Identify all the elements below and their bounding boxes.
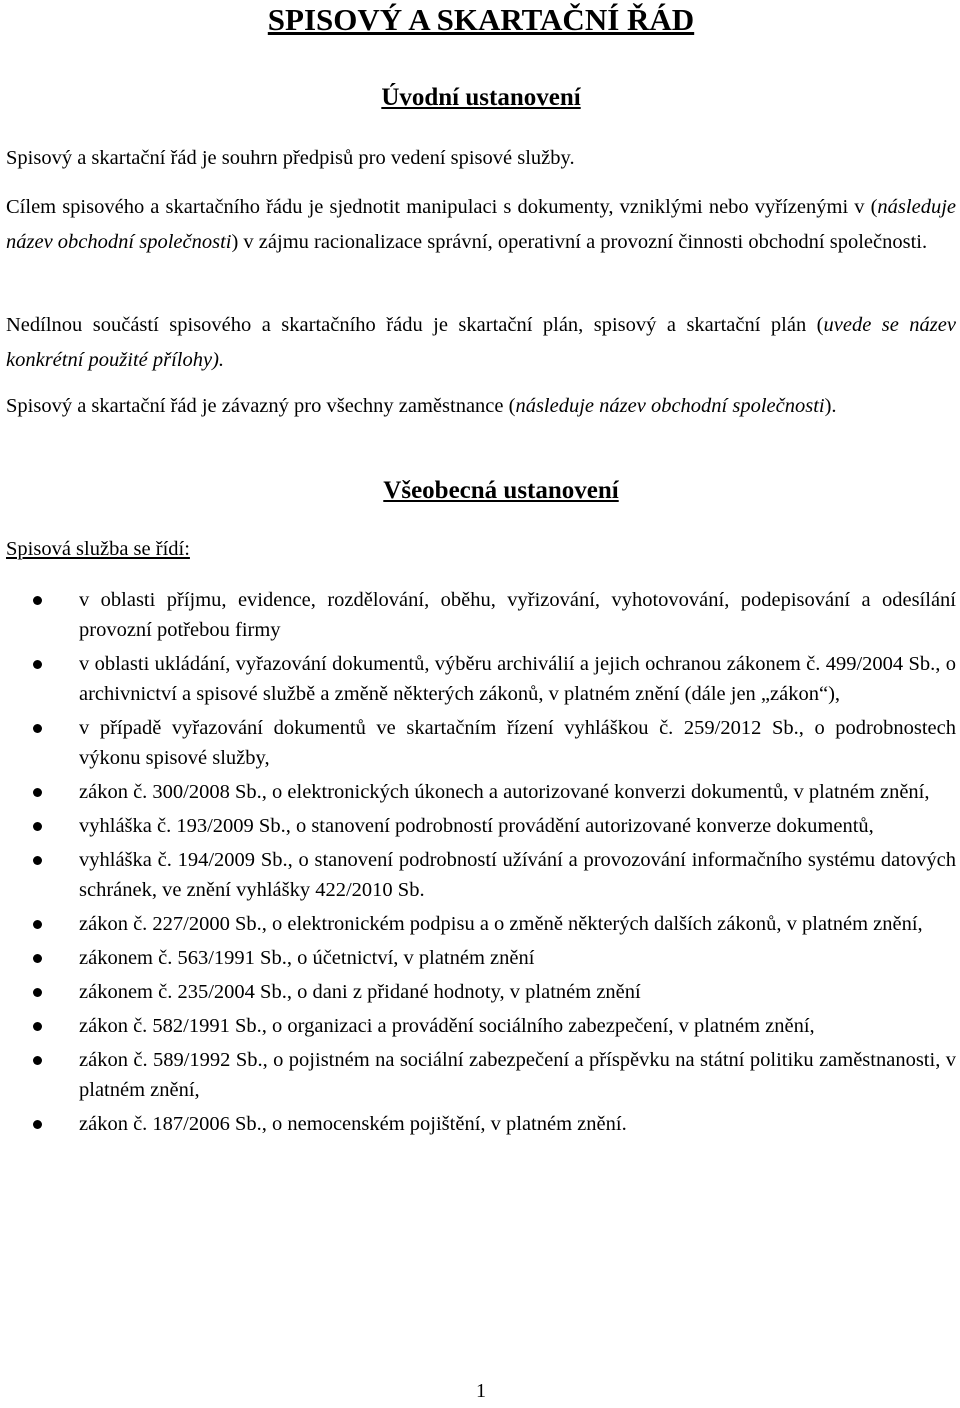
- list-item: [6, 585, 956, 645]
- bullet-icon: [33, 1056, 42, 1065]
- general-heading: Všeobecná ustanovení: [383, 477, 619, 504]
- list-item-text: v případě vyřazování dokumentů ve skartačním řízení vyhláškou č. 259/2012 Sb., o podrobnostech výkonu spisové služby,: [79, 717, 956, 769]
- text-run: Spisový a skartační řád je závazný pro všechny zaměstnance (: [6, 395, 516, 417]
- bullet-icon: [33, 954, 42, 963]
- list-item-text: v oblasti ukládání, vyřazování dokumentů, výběru archiválií a jejich ochranou zákonem č. 499/2004 Sb., o archivnictví a spisové službě a změně některých zákonů, v platném znění (dále jen „zákon“),: [79, 653, 956, 705]
- placeholder-company-name: následuje název obchodní společnosti: [6, 196, 956, 253]
- text-run: Cílem spisového a skartačního řádu je sjednotit manipulaci s dokumenty, vzniklými nebo vyřízenými v (: [6, 196, 878, 218]
- list-item-text: zákonem č. 235/2004 Sb., o dani z přidané hodnoty, v platném znění: [79, 981, 641, 1003]
- list-item-text: vyhláška č. 194/2009 Sb., o stanovení podrobností užívání a provozování informačního systému datových schránek, ve znění vyhlášky 422/2010 Sb.: [79, 849, 956, 901]
- document-title: SPISOVÝ A SKARTAČNÍ ŘÁD: [267, 2, 695, 37]
- list-item: [6, 1109, 956, 1139]
- list-item-text: zákon č. 187/2006 Sb., o nemocenském pojištění, v platném znění.: [79, 1113, 627, 1135]
- list-item-text: zákon č. 300/2008 Sb., o elektronických úkonech a autorizované konverzi dokumentů, v platném znění,: [79, 781, 930, 803]
- list-item-text: vyhláška č. 193/2009 Sb., o stanovení podrobností provádění autorizované konverze dokumentů,: [79, 815, 874, 837]
- bullet-icon: [33, 596, 42, 605]
- list-item-text: zákon č. 227/2000 Sb., o elektronickém podpisu a o změně některých dalších zákonů, v platném znění,: [79, 913, 923, 935]
- list-item: [6, 777, 956, 807]
- list-item-text: v oblasti příjmu, evidence, rozdělování, oběhu, vyřizování, vyhotovování, podepisování a odesílání provozní potřebou firmy: [79, 589, 956, 641]
- list-item: [6, 845, 956, 905]
- bullet-icon: [33, 788, 42, 797]
- list-item: [6, 909, 956, 939]
- intro-paragraph-1: Spisový a skartační řád je souhrn předpisů pro vedení spisové služby.: [6, 147, 575, 169]
- list-item-text: zákonem č. 563/1991 Sb., o účetnictví, v platném znění: [79, 947, 535, 969]
- list-item: [6, 811, 956, 841]
- text-run: ).: [824, 395, 837, 417]
- document-page: [6, 0, 956, 1408]
- bullet-icon: [33, 822, 42, 831]
- list-item: [6, 649, 956, 709]
- bullet-icon: [33, 1120, 42, 1129]
- bullet-icon: [33, 724, 42, 733]
- bullet-icon: [33, 1022, 42, 1031]
- list-item: [6, 943, 956, 973]
- list-item: [6, 1011, 956, 1041]
- bullet-icon: [33, 988, 42, 997]
- intro-paragraph-4: [6, 389, 956, 424]
- page-number: 1: [476, 1380, 486, 1402]
- list-item: [6, 1045, 956, 1105]
- intro-paragraph-2: [6, 190, 956, 260]
- bullet-icon: [33, 856, 42, 865]
- list-item-text: zákon č. 582/1991 Sb., o organizaci a provádění sociálního zabezpečení, v platném znění,: [79, 1015, 815, 1037]
- text-run: ) v zájmu racionalizace správní, operativní a provozní činnosti obchodní společnosti.: [231, 231, 928, 253]
- bullet-icon: [33, 920, 42, 929]
- text-run: Nedílnou součástí spisového a skartačního řádu je skartační plán, spisový a skartační plán (: [6, 314, 824, 336]
- list-item: [6, 977, 956, 1007]
- bullet-icon: [33, 660, 42, 669]
- list-item-text: zákon č. 589/1992 Sb., o pojistném na sociální zabezpečení a příspěvku na státní politiku zaměstnanosti, v platném znění,: [79, 1049, 956, 1101]
- intro-heading: Úvodní ustanovení: [381, 84, 581, 111]
- placeholder-attachment-name: uvede se název konkrétní použité přílohy).: [6, 314, 956, 371]
- placeholder-company-name: následuje název obchodní společnosti: [515, 395, 825, 417]
- general-subheading: Spisová služba se řídí:: [6, 538, 190, 560]
- intro-paragraph-3: [6, 308, 956, 378]
- list-item: [6, 713, 956, 773]
- regulations-list: [6, 585, 956, 1143]
